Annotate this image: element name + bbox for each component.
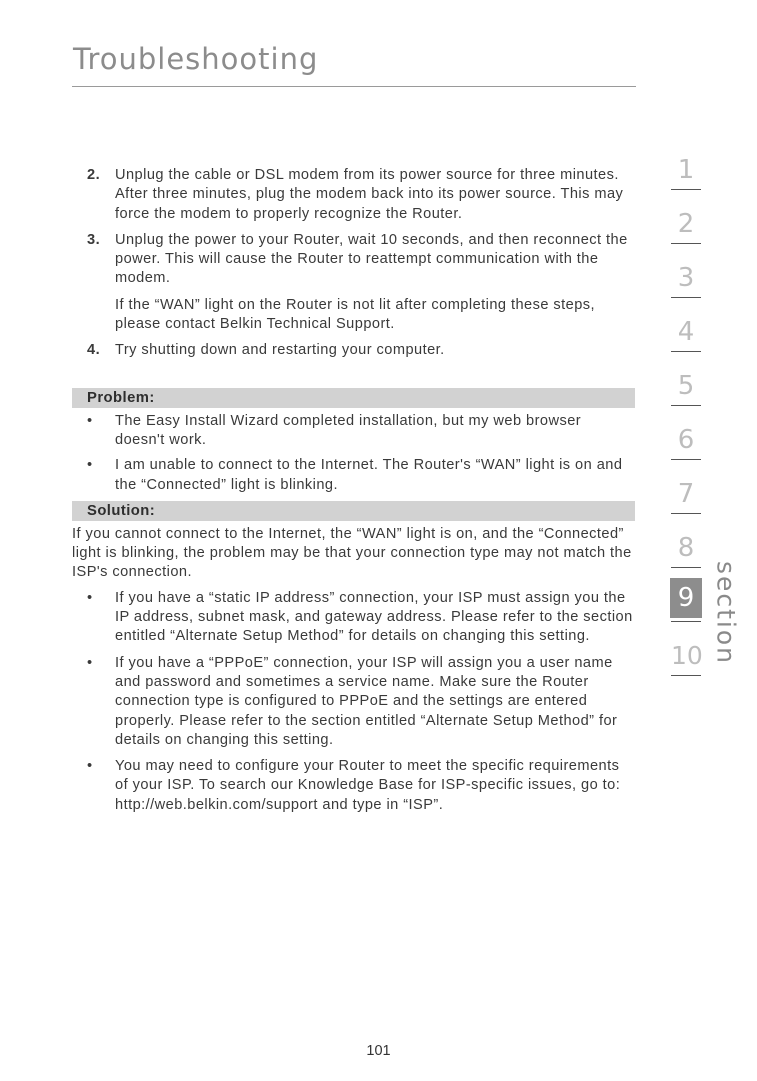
step-note: If the “WAN” light on the Router is not lit after completing these steps, please contact Belkin Technical Support. (115, 296, 596, 333)
section-tab-4[interactable] (671, 298, 701, 352)
bullet-icon: • (87, 457, 93, 474)
list-item (87, 412, 635, 451)
section-tab-3[interactable] (671, 244, 701, 298)
step-text: Unplug the cable or DSL modem from its power source for three minutes. After three minutes, plug the modem back into its power source. This may force the modem to properly recognize the Router. (115, 167, 624, 222)
section-tab-number: 1 (677, 155, 695, 185)
section-tab-number: 6 (677, 425, 695, 455)
list-item (87, 654, 635, 750)
solution-list (87, 589, 635, 815)
section-tab-number: 2 (677, 209, 695, 239)
section-tab-5[interactable] (671, 352, 701, 406)
steps-list (87, 166, 635, 361)
title-divider (72, 86, 636, 87)
section-tab-number: 10 (671, 641, 703, 670)
page-title: Troubleshooting (73, 42, 319, 76)
section-tab-number: 4 (677, 317, 695, 347)
main-content (72, 166, 635, 822)
problem-text: The Easy Install Wizard completed installation, but my web browser doesn't work. (115, 412, 582, 448)
list-item (87, 341, 635, 360)
list-item (87, 456, 635, 495)
page-number: 101 (366, 1043, 391, 1059)
solution-text: If you have a “PPPoE” connection, your ISP will assign you a user name and password and sometimes a service name. Make sure the Router connection type is configured to PPPoE and the settings are entered properly. Please refer to the section entitled “Alternate Setup Method” for details on changing this setting. (115, 654, 618, 748)
section-label (700, 560, 752, 666)
section-tab-1[interactable] (671, 136, 701, 190)
section-tab-number: 5 (677, 371, 695, 401)
section-tab-10[interactable] (671, 622, 701, 676)
solution-heading: Solution: (72, 501, 635, 521)
section-tab-number: 7 (677, 479, 695, 509)
section-tab-9[interactable] (671, 568, 701, 622)
bullet-icon: • (87, 412, 93, 429)
bullet-icon: • (87, 758, 93, 775)
problem-list (87, 412, 635, 495)
problem-text: I am unable to connect to the Internet. The Router's “WAN” light is on and the “Connected” light is blinking. (115, 457, 623, 493)
solution-text: If you have a “static IP address” connection, your ISP must assign you the IP address, subnet mask, and gateway address. Please refer to the section entitled “Alternate Setup Method” for details on changing this setting. (115, 589, 633, 645)
step-number: 3. (87, 231, 101, 248)
section-tab-7[interactable] (671, 460, 701, 514)
section-tab-number: 9 (670, 578, 702, 618)
section-tab-number: 8 (677, 533, 695, 563)
step-text: Unplug the power to your Router, wait 10 seconds, and then reconnect the power. This will cause the Router to reattempt communication with the modem. (115, 231, 628, 287)
list-item (87, 231, 635, 334)
list-item (87, 589, 635, 647)
bullet-icon: • (87, 654, 93, 671)
section-tab-8[interactable] (671, 514, 701, 568)
problem-heading: Problem: (72, 388, 635, 408)
step-number: 4. (87, 342, 101, 359)
solution-text: You may need to configure your Router to meet the specific requirements of your ISP. To search our Knowledge Base for ISP-specific issues, go to: http://web.belkin.com/support and type in “ISP”. (115, 758, 621, 813)
bullet-icon: • (87, 589, 93, 606)
section-tab-number: 3 (677, 263, 695, 293)
section-tab-2[interactable] (671, 190, 701, 244)
section-label-text: section (711, 560, 741, 666)
list-item (87, 166, 635, 224)
solution-intro: If you cannot connect to the Internet, the “WAN” light is on, and the “Connected” light is blinking, the problem may be that your connection type may not match the ISP's connection. (72, 525, 632, 581)
step-number: 2. (87, 167, 101, 183)
step-text: Try shutting down and restarting your computer. (115, 342, 445, 359)
section-tab-6[interactable] (671, 406, 701, 460)
section-tabs (671, 136, 701, 676)
list-item (87, 757, 635, 815)
